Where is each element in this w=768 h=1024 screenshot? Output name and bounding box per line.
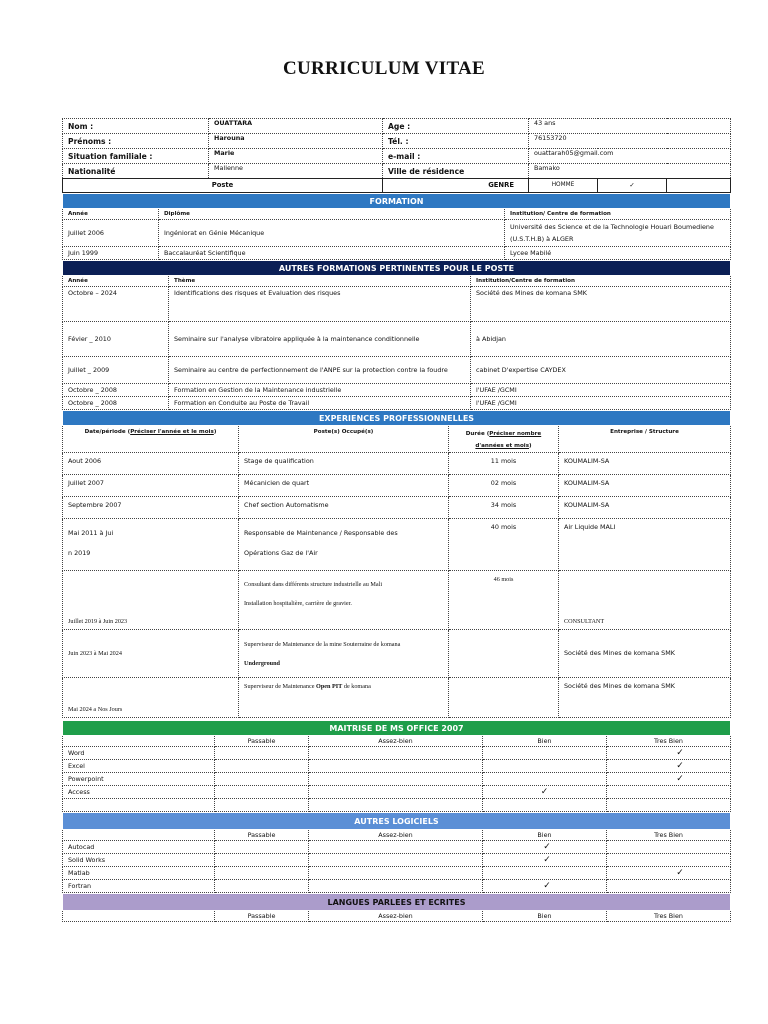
prenoms-label: Prénoms : [63,134,209,149]
skill-row [63,880,731,893]
formation-diplome: Ingéniorat en Génie Mécanique [159,220,505,247]
table-row [63,519,731,571]
af-annee: Octobre – 2024 [63,287,169,322]
af-theme: Formation en Gestion de la Maintenance industrielle [169,384,471,397]
identity-row [63,164,731,179]
empty-cell [63,830,215,841]
formation-header-row [63,209,731,220]
skill-mark [215,747,309,760]
af-institution: Société des Mines de komana SMK [471,287,731,322]
af-theme: Seminaire sur l'analyse vibratoire appliquée à la maintenance conditionnelle [169,322,471,357]
cv-sheet [62,118,730,922]
formation-institution: Lycee Mabilé [505,247,731,260]
af-theme: Seminaire au centre de perfectionnement de l'ANPE sur la protection contre la foudre [169,357,471,384]
formation-heading: FORMATION [63,194,731,209]
formation-col-diplome: Diplôme [159,209,505,220]
skill-row [63,854,731,867]
tel-value: 76153720 [529,134,731,149]
identity-row [63,179,731,193]
level-assez-bien: Assez-bien [309,736,483,747]
age-label: Age : [383,119,529,134]
exp-date: Juin 2023 à Mai 2024 [63,630,239,678]
langues-table [62,893,731,922]
skill-mark [309,854,483,867]
skill-mark [309,786,483,799]
skill-mark: ✓ [607,760,731,773]
skill-name: Word [63,747,215,760]
formation-annee: Juin 1999 [63,247,159,260]
level-passable: Passable [215,736,309,747]
skill-mark [309,880,483,893]
skill-mark [215,773,309,786]
empty-cell [63,799,215,812]
skill-name: Autocad [63,841,215,854]
exp-poste: Superviseur de Maintenance Open PIT de komana [239,678,449,718]
skill-row [63,773,731,786]
table-row [63,322,731,357]
level-passable: Passable [215,830,309,841]
autres-formations-header-row [63,276,731,287]
level-assez-bien: Assez-bien [309,830,483,841]
skill-name: Fortran [63,880,215,893]
exp-duree: 34 mois [449,497,559,519]
skill-mark: ✓ [607,747,731,760]
exp-duree: 11 mois [449,453,559,475]
skill-name: Powerpoint [63,773,215,786]
af-col-annee: Année [63,276,169,287]
level-bien: Bien [483,911,607,922]
age-value: 43 ans [529,119,731,134]
experiences-heading: EXPERIENCES PROFESSIONNELLES [63,411,731,426]
exp-entreprise: Air Liquide MALI [559,519,731,571]
email-label: e-mail : [383,149,529,164]
formation-col-institution: Institution/ Centre de formation [505,209,731,220]
exp-duree [449,630,559,678]
level-bien: Bien [483,830,607,841]
level-passable: Passable [215,911,309,922]
empty-cell [215,799,309,812]
table-row [63,397,731,410]
exp-duree: 40 mois [449,519,559,571]
empty-cell [667,179,731,193]
table-row [63,357,731,384]
skill-mark [607,880,731,893]
table-row [63,678,731,718]
exp-entreprise: CONSULTANT [559,571,731,630]
skill-mark [215,841,309,854]
exp-date: Aout 2006 [63,453,239,475]
nom-label: Nom : [63,119,209,134]
residence-label: Ville de résidence [383,164,529,179]
af-annee: Octobre _ 2008 [63,397,169,410]
af-theme: Identifications des risques et Evaluation des risques [169,287,471,322]
table-row [63,453,731,475]
nationalite-value: Malienne [209,164,383,179]
logiciels-heading: AUTRES LOGICIELS [63,813,731,830]
document-title: CURRICULUM VITAE [282,58,486,79]
exp-col-poste: Poste(s) Occupé(s) [239,426,449,453]
skill-mark [309,760,483,773]
exp-poste: Chef section Automatisme [239,497,449,519]
langues-heading: LANGUES PARLEES ET ECRITES [63,894,731,911]
exp-poste: Superviseur de Maintenance de la mine Souterraine de komana Underground [239,630,449,678]
skill-mark [607,841,731,854]
genre-check: ✓ [598,179,667,193]
exp-entreprise: KOUMALIM-SA [559,453,731,475]
residence-value: Bamako [529,164,731,179]
table-row [63,220,731,247]
autres-formations-heading: AUTRES FORMATIONS PERTINENTES POUR LE POSTE [63,261,731,276]
skill-row [63,867,731,880]
skill-mark [215,786,309,799]
exp-poste: Consultant dans différents structure industrielle au Mali Installation hospitalière, carrière de gravier. [239,571,449,630]
level-assez-bien: Assez-bien [309,911,483,922]
skill-mark [215,760,309,773]
skill-name: Access [63,786,215,799]
af-institution: l'UFAE /GCMI [471,384,731,397]
exp-date: Juillet 2019 à Juin 2023 [63,571,239,630]
exp-date: Septembre 2007 [63,497,239,519]
skill-mark [309,747,483,760]
skill-mark: ✓ [607,773,731,786]
skill-mark [483,773,607,786]
empty-cell [63,736,215,747]
table-row [63,630,731,678]
poste-label: Poste [63,179,383,193]
skill-mark: ✓ [483,841,607,854]
exp-entreprise: Société des Mines de komana SMK [559,678,731,718]
formation-diplome: Baccalauréat Scientifique [159,247,505,260]
genre-value: HOMME [529,179,598,193]
exp-date: Mai 2011 à Jui n 2019 [63,519,239,571]
af-col-institution: Institution/Centre de formation [471,276,731,287]
skill-name: Solid Works [63,854,215,867]
autres-formations-table [62,260,731,410]
skill-row [63,841,731,854]
tel-label: Tél. : [383,134,529,149]
exp-poste: Stage de qualification [239,453,449,475]
skill-mark [309,867,483,880]
exp-date: Mai 2024 a Nos Jours [63,678,239,718]
table-row [63,287,731,322]
table-row [63,247,731,260]
table-row [63,384,731,397]
skill-row [63,747,731,760]
skill-mark [215,867,309,880]
identity-table [62,118,731,193]
af-theme: Formation en Conduite au Poste de Travail [169,397,471,410]
experiences-table [62,410,731,718]
formation-col-annee: Année [63,209,159,220]
formation-table [62,193,731,260]
situation-value: Marie [209,149,383,164]
exp-poste: Mécanicien de quart [239,475,449,497]
logiciels-table [62,812,731,893]
levels-row [63,736,731,747]
exp-col-entreprise: Entreprise / Structure [559,426,731,453]
nom-value: OUATTARA [209,119,383,134]
skill-mark [607,854,731,867]
exp-duree: 46 mois [449,571,559,630]
level-tres-bien: Tres Bien [607,830,731,841]
empty-cell [483,799,607,812]
af-institution: cabinet D'expertise CAYDEX [471,357,731,384]
skill-mark [483,867,607,880]
af-institution: à Abidjan [471,322,731,357]
skill-row [63,799,731,812]
levels-row [63,830,731,841]
skill-mark: ✓ [483,854,607,867]
skill-row [63,786,731,799]
skill-mark [309,773,483,786]
skill-mark [607,786,731,799]
exp-duree: 02 mois [449,475,559,497]
skill-mark [483,760,607,773]
exp-entreprise: Société des Mines de komana SMK [559,630,731,678]
identity-row [63,149,731,164]
genre-label: GENRE [383,179,529,193]
skill-mark [309,841,483,854]
situation-label: Situation familiale : [63,149,209,164]
ms-office-table [62,720,731,812]
formation-institution: Université des Science et de la Technologie Houari Boumediene (U.S.T.H.B) à ALGER [505,220,731,247]
email-value: ouattarah05@gmail.com [529,149,731,164]
af-institution: l'UFAE /GCMI [471,397,731,410]
table-row [63,571,731,630]
identity-row [63,134,731,149]
table-row [63,475,731,497]
skill-name: Excel [63,760,215,773]
af-annee: Octobre _ 2008 [63,384,169,397]
exp-date: Juillet 2007 [63,475,239,497]
ms-office-heading: MAITRISE DE MS OFFICE 2007 [63,721,731,736]
skill-mark [483,747,607,760]
empty-cell [63,911,215,922]
empty-cell [309,799,483,812]
exp-entreprise: KOUMALIM-SA [559,475,731,497]
af-annee: Juillet _ 2009 [63,357,169,384]
exp-col-duree: Durée (Préciser nombre d'années et mois) [449,426,559,453]
prenoms-value: Harouna [209,134,383,149]
skill-mark [215,854,309,867]
skill-mark [215,880,309,893]
exp-col-date: Date/période (Préciser l'année et le mois) [63,426,239,453]
level-bien: Bien [483,736,607,747]
table-row [63,497,731,519]
skill-name: Matlab [63,867,215,880]
experiences-header-row [63,426,731,453]
skill-mark: ✓ [607,867,731,880]
exp-duree [449,678,559,718]
exp-entreprise: KOUMALIM-SA [559,497,731,519]
skill-mark: ✓ [483,786,607,799]
level-tres-bien: Tres Bien [607,911,731,922]
skill-row [63,760,731,773]
af-annee: Févier _ 2010 [63,322,169,357]
empty-cell [607,799,731,812]
level-tres-bien: Tres Bien [607,736,731,747]
skill-mark: ✓ [483,880,607,893]
exp-poste: Responsable de Maintenance / Responsable des Opérations Gaz de l'Air [239,519,449,571]
af-col-theme: Thème [169,276,471,287]
formation-annee: Juillet 2006 [63,220,159,247]
identity-row [63,119,731,134]
levels-row [63,911,731,922]
nationalite-label: Nationalité [63,164,209,179]
